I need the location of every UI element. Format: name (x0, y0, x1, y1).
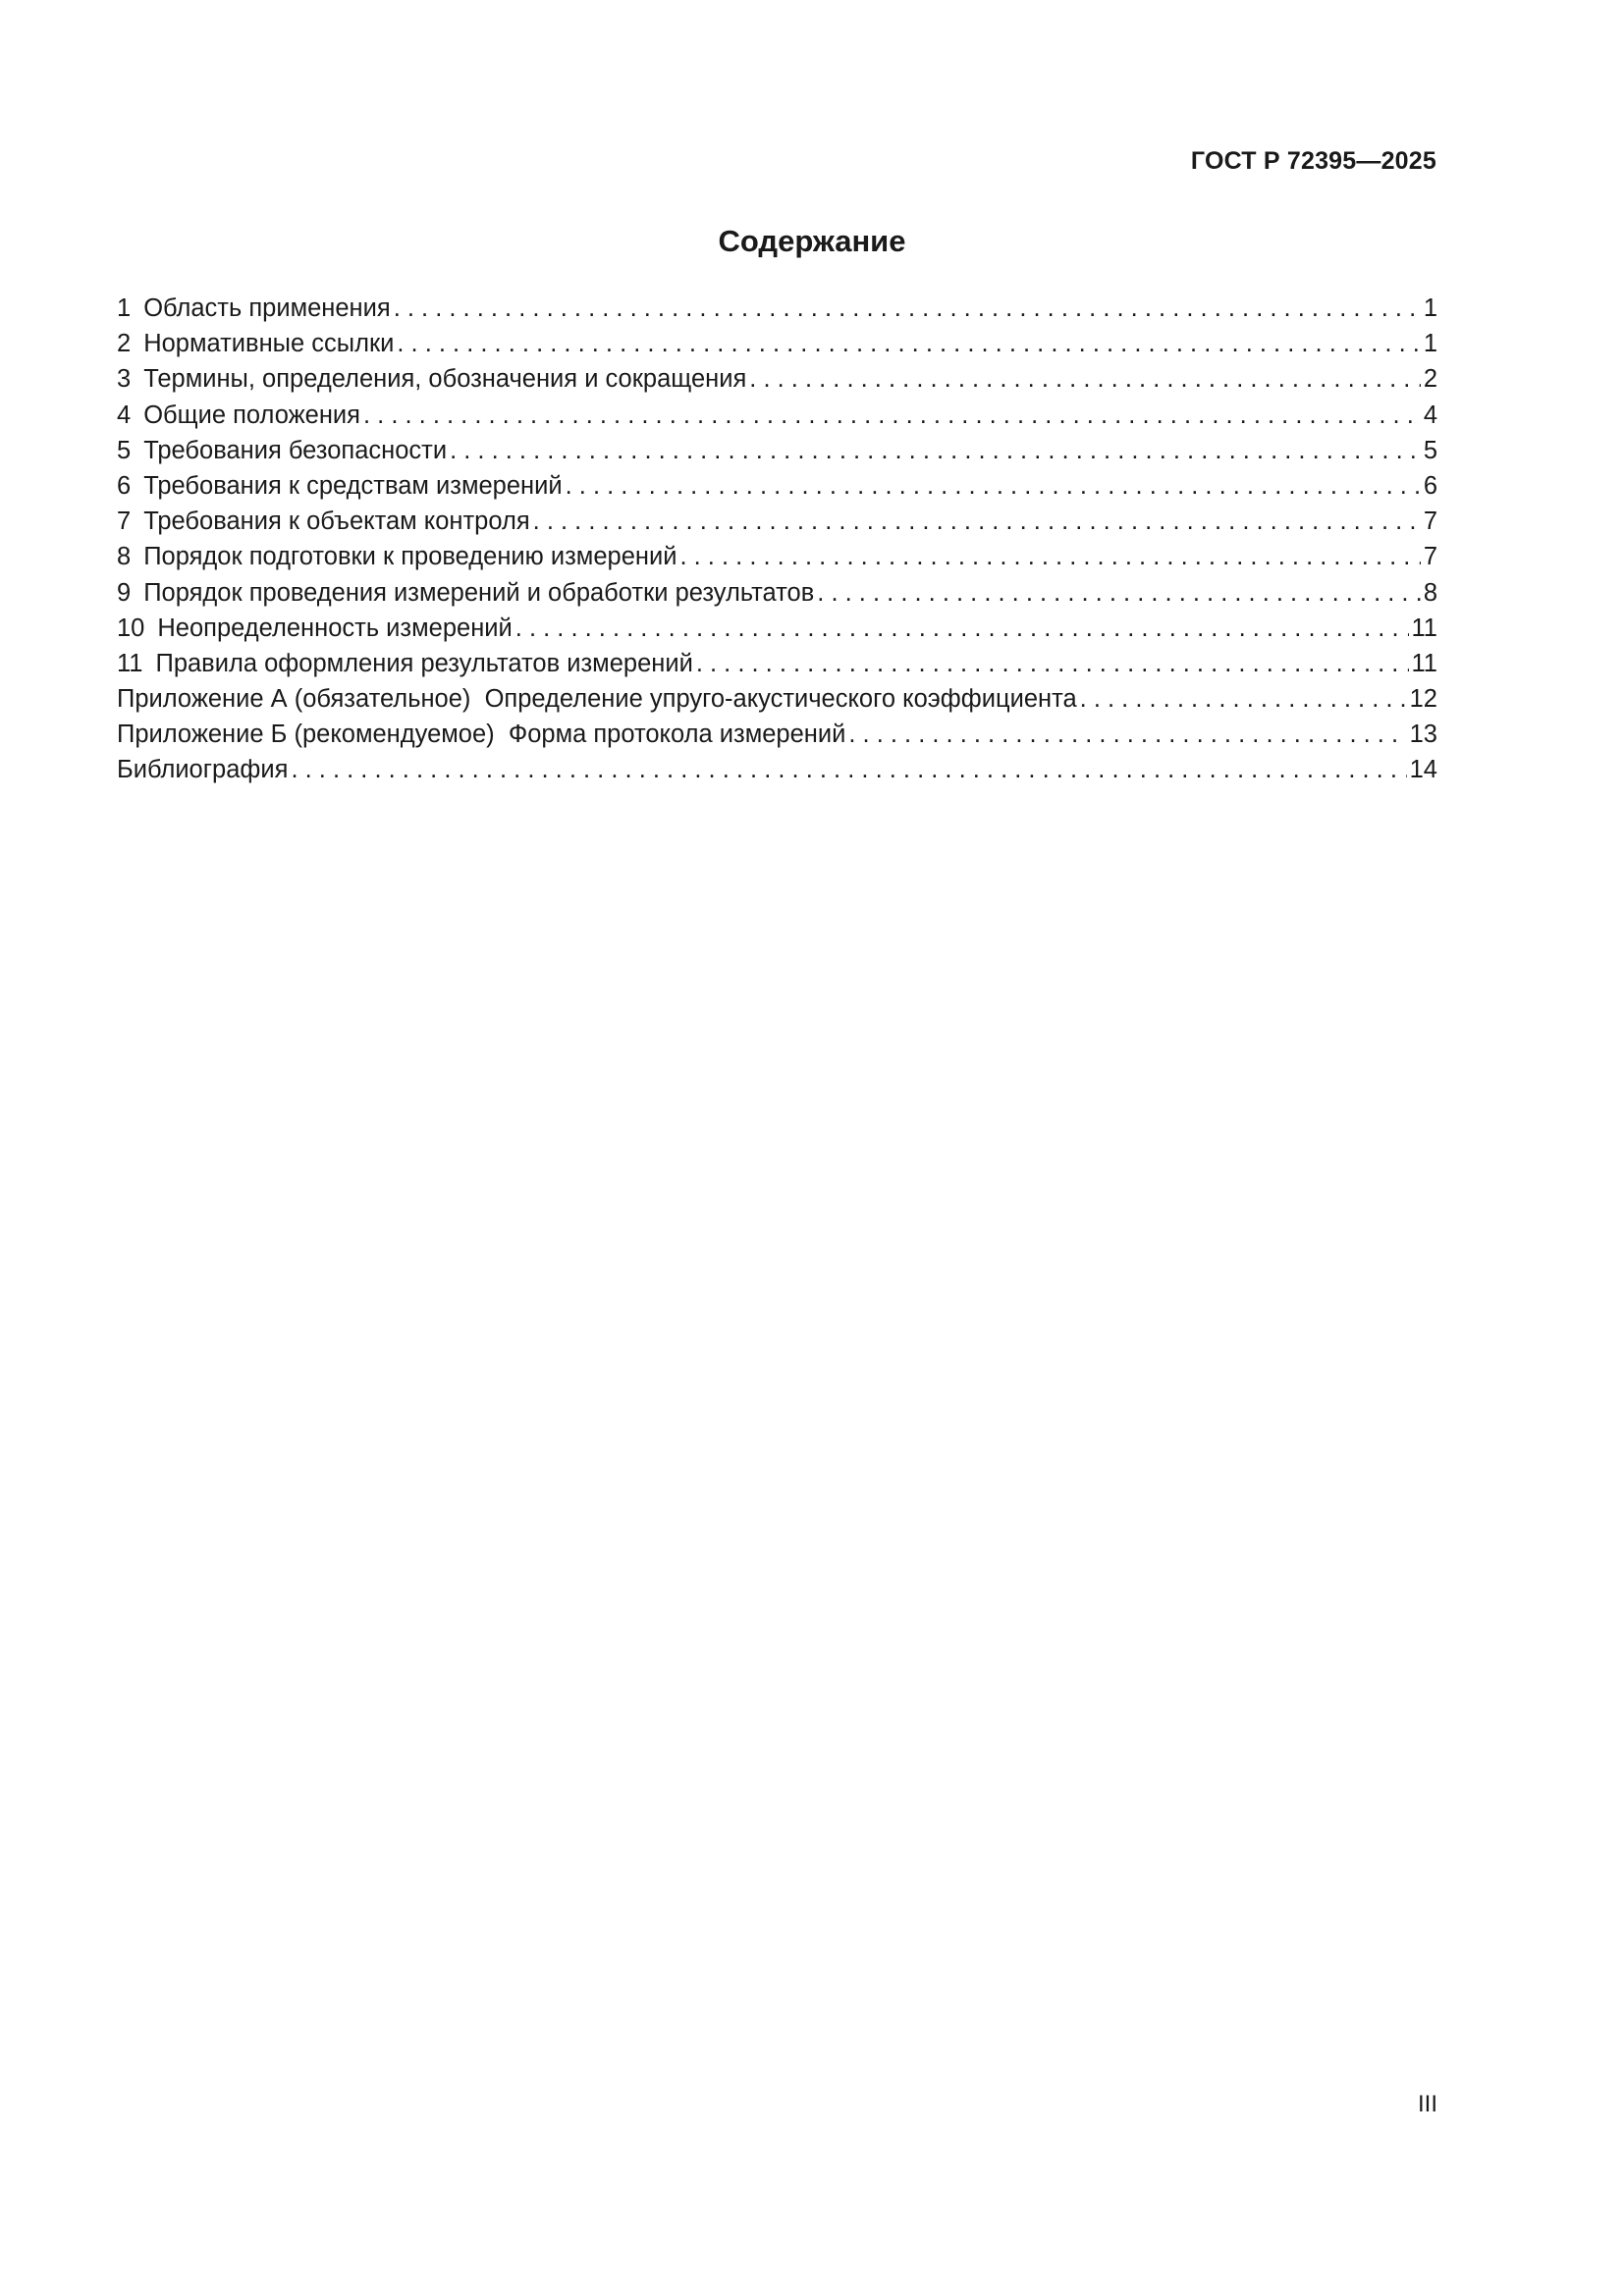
table-of-contents (117, 291, 1437, 788)
toc-entry-page: 1 (1423, 294, 1437, 322)
dot-leader (291, 752, 1406, 787)
dot-leader (515, 611, 1409, 646)
dot-leader (363, 398, 1421, 433)
toc-entry-label: Порядок проведения измерений и обработки результатов (143, 578, 815, 607)
toc-entry-number: 10 (117, 614, 145, 642)
toc-entry-6[interactable] (117, 468, 1437, 504)
toc-entry-label: Термины, определения, обозначения и сокращения (143, 365, 747, 394)
toc-entry-bibliography[interactable] (117, 752, 1437, 787)
toc-entry-3[interactable] (117, 361, 1437, 397)
toc-entry-page: 1 (1423, 330, 1437, 358)
toc-entry-page: 6 (1423, 471, 1437, 500)
toc-entry-2[interactable] (117, 326, 1437, 361)
toc-entry-label: Область применения (143, 294, 391, 322)
dot-leader (450, 433, 1421, 468)
dot-leader (397, 326, 1420, 361)
dot-leader (566, 468, 1421, 504)
toc-entry-page: 13 (1409, 721, 1437, 749)
toc-entry-page: 7 (1423, 543, 1437, 571)
dot-leader (696, 646, 1409, 681)
toc-entry-9[interactable] (117, 575, 1437, 611)
toc-entry-4[interactable] (117, 398, 1437, 433)
toc-entry-page: 8 (1423, 578, 1437, 607)
toc-entry-1[interactable] (117, 291, 1437, 326)
toc-entry-label: Библиография (117, 756, 289, 784)
page-number: III (1417, 2091, 1437, 2117)
toc-entry-number: 9 (117, 578, 132, 607)
toc-entry-label: Приложение А (обязательное) Определение упруго-акустического коэффициента (117, 685, 1077, 714)
toc-entry-appendix-a[interactable] (117, 681, 1437, 717)
toc-entry-label: Нормативные ссылки (143, 330, 395, 358)
toc-entry-label: Требования к средствам измерений (143, 471, 563, 500)
toc-entry-label: Требования безопасности (143, 436, 448, 464)
toc-entry-8[interactable] (117, 539, 1437, 574)
document-code: ГОСТ Р 72395—2025 (1190, 147, 1436, 175)
toc-entry-label: Порядок подготовки к проведению измерений (143, 543, 677, 571)
toc-entry-5[interactable] (117, 433, 1437, 468)
toc-entry-number: 6 (117, 471, 132, 500)
dot-leader (394, 291, 1421, 326)
toc-entry-page: 11 (1411, 614, 1437, 642)
dot-leader (749, 361, 1421, 397)
toc-entry-7[interactable] (117, 504, 1437, 539)
toc-entry-label: Общие положения (143, 400, 360, 429)
toc-entry-label: Требования к объектам контроля (143, 507, 530, 536)
toc-entry-number: 7 (117, 507, 132, 536)
toc-entry-number: 3 (117, 365, 132, 394)
toc-entry-number: 2 (117, 330, 132, 358)
toc-entry-page: 14 (1409, 756, 1437, 784)
toc-entry-number: 4 (117, 400, 132, 429)
toc-entry-page: 12 (1409, 685, 1437, 714)
toc-entry-label: Приложение Б (рекомендуемое) Форма протокола измерений (117, 721, 846, 749)
toc-entry-label: Правила оформления результатов измерений (155, 649, 693, 677)
toc-entry-page: 5 (1423, 436, 1437, 464)
toc-entry-page: 11 (1411, 649, 1437, 677)
dot-leader (848, 717, 1406, 752)
toc-entry-label: Неопределенность измерений (157, 614, 513, 642)
toc-entry-10[interactable] (117, 611, 1437, 646)
toc-entry-11[interactable] (117, 646, 1437, 681)
dot-leader (533, 504, 1421, 539)
toc-entry-number: 5 (117, 436, 132, 464)
dot-leader (679, 539, 1420, 574)
toc-entry-page: 2 (1423, 365, 1437, 394)
toc-entry-number: 1 (117, 294, 132, 322)
dot-leader (1080, 681, 1407, 717)
toc-entry-number: 8 (117, 543, 132, 571)
toc-entry-page: 7 (1423, 507, 1437, 536)
toc-entry-appendix-b[interactable] (117, 717, 1437, 752)
toc-title: Содержание (718, 224, 906, 258)
toc-entry-page: 4 (1423, 400, 1437, 429)
dot-leader (817, 575, 1421, 611)
toc-entry-number: 11 (117, 649, 143, 677)
